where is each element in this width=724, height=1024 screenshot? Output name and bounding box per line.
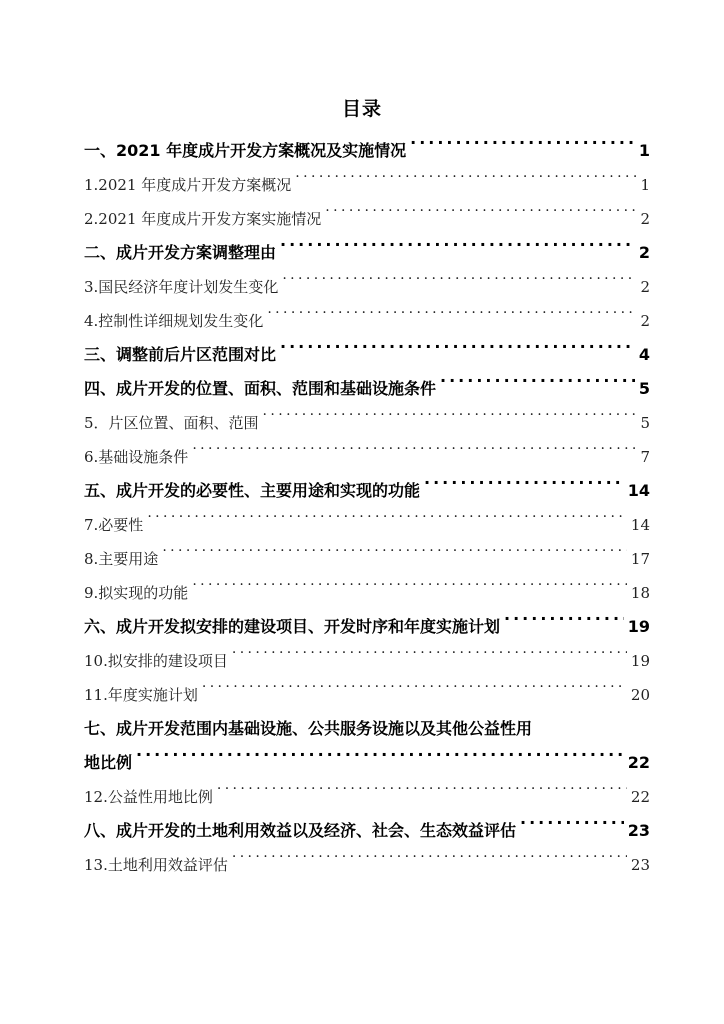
toc-entry-label: 二、成片开发方案调整理由 [84, 243, 277, 262]
toc-entry-5-3[interactable] [84, 576, 650, 610]
dot-leader [325, 209, 636, 224]
dot-leader [232, 651, 627, 666]
toc-entry-5[interactable] [84, 474, 650, 508]
toc-page-number: 14 [630, 516, 650, 534]
toc-entry-label: 八、成片开发的土地利用效益以及经济、社会、生态效益评估 [84, 821, 517, 840]
toc-page-number: 2 [640, 312, 650, 330]
toc-entry-label: 四、成片开发的位置、面积、范围和基础设施条件 [84, 379, 437, 398]
toc-page-number: 1 [638, 141, 650, 160]
dot-leader [280, 344, 635, 360]
toc-entry-label-continued: 地比例 [84, 753, 133, 772]
toc-entry-8[interactable] [84, 814, 650, 848]
toc-entry-label: 1.2021 年度成片开发方案概况 [84, 176, 292, 194]
toc-page-number: 1 [640, 176, 650, 194]
toc-page-number: 19 [630, 652, 650, 670]
table-of-contents [84, 134, 650, 882]
toc-entry-2-2[interactable] [84, 304, 650, 338]
dot-leader [192, 447, 636, 462]
toc-page-number: 14 [627, 481, 650, 500]
toc-entry-6-1[interactable] [84, 644, 650, 678]
toc-entry-label: 8.主要用途 [84, 550, 159, 568]
dot-leader [520, 820, 624, 836]
toc-entry-label: 五、成片开发的必要性、主要用途和实现的功能 [84, 481, 421, 500]
toc-entry-4-1[interactable] [84, 406, 650, 440]
toc-page-number: 23 [630, 856, 650, 874]
toc-entry-label: 13.土地利用效益评估 [84, 856, 228, 874]
toc-title: 目录 [341, 98, 382, 120]
dot-leader [295, 175, 636, 190]
dot-leader [232, 855, 627, 870]
toc-entry-label: 4.控制性详细规划发生变化 [84, 312, 264, 330]
toc-entry-8-1[interactable] [84, 848, 650, 882]
toc-entry-label: 一、2021 年度成片开发方案概况及实施情况 [84, 141, 407, 160]
toc-entry-label: 3.国民经济年度计划发生变化 [84, 278, 279, 296]
toc-entry-1-2[interactable] [84, 202, 650, 236]
toc-entry-6-2[interactable] [84, 678, 650, 712]
toc-page-number: 7 [640, 448, 650, 466]
toc-entry-label: 2.2021 年度成片开发方案实施情况 [84, 210, 322, 228]
dot-leader [202, 685, 627, 700]
toc-entry-label: 6.基础设施条件 [84, 448, 189, 466]
toc-entry-label: 5．片区位置、面积、范围 [84, 414, 259, 432]
toc-page-number: 5 [640, 414, 650, 432]
dot-leader [192, 583, 627, 598]
toc-entry-6[interactable] [84, 610, 650, 644]
dot-leader [263, 413, 637, 428]
toc-page-number: 17 [630, 550, 650, 568]
toc-entry-1[interactable] [84, 134, 650, 168]
toc-page-number: 5 [638, 379, 650, 398]
toc-entry-7-1[interactable] [84, 780, 650, 814]
toc-page-number: 2 [638, 243, 650, 262]
dot-leader [282, 277, 636, 292]
toc-entry-label: 三、调整前后片区范围对比 [84, 345, 277, 364]
toc-entry-7[interactable] [84, 712, 650, 780]
toc-entry-label: 六、成片开发拟安排的建设项目、开发时序和年度实施计划 [84, 617, 501, 636]
toc-entry-label: 11.年度实施计划 [84, 686, 198, 704]
toc-page-number: 2 [640, 278, 650, 296]
toc-entry-4-2[interactable] [84, 440, 650, 474]
toc-entry-5-2[interactable] [84, 542, 650, 576]
toc-page-number: 19 [627, 617, 650, 636]
dot-leader [267, 311, 636, 326]
toc-page-number: 18 [630, 584, 650, 602]
toc-entry-label: 七、成片开发范围内基础设施、公共服务设施以及其他公益性用 [84, 719, 533, 738]
toc-entry-2[interactable] [84, 236, 650, 270]
toc-entry-4[interactable] [84, 372, 650, 406]
dot-leader [504, 616, 624, 632]
dot-leader [280, 242, 635, 258]
toc-entry-label: 9.拟实现的功能 [84, 584, 189, 602]
toc-entry-5-1[interactable] [84, 508, 650, 542]
toc-entry-3[interactable] [84, 338, 650, 372]
toc-entry-label: 12.公益性用地比例 [84, 788, 213, 806]
dot-leader [410, 140, 635, 156]
toc-page-number: 4 [638, 345, 650, 364]
dot-leader [440, 378, 635, 394]
toc-page-number: 2 [640, 210, 650, 228]
toc-page-number: 20 [630, 686, 650, 704]
dot-leader [136, 752, 624, 768]
toc-page-number: 23 [627, 821, 650, 840]
dot-leader [424, 480, 624, 496]
toc-entry-2-1[interactable] [84, 270, 650, 304]
dot-leader [147, 515, 627, 530]
dot-leader [217, 787, 627, 802]
toc-entry-1-1[interactable] [84, 168, 650, 202]
toc-entry-label: 7.必要性 [84, 516, 144, 534]
toc-page-number: 22 [630, 788, 650, 806]
toc-page-number: 22 [627, 753, 650, 772]
dot-leader [162, 549, 627, 564]
toc-entry-label: 10.拟安排的建设项目 [84, 652, 228, 670]
